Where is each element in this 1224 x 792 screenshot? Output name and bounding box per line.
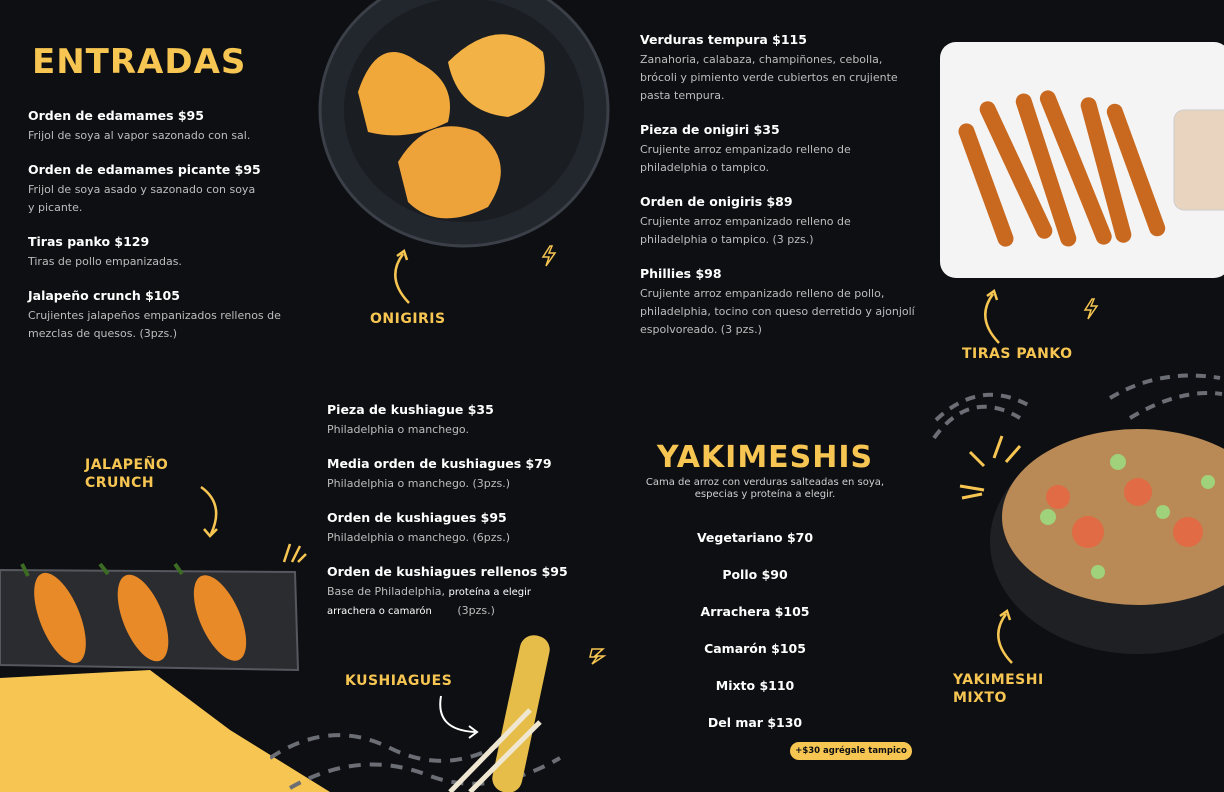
lightning-icon xyxy=(588,646,608,666)
item-desc: Crujiente arroz empanizado relleno de pollo, philadelphia, tocino con queso derretido y ajonjolí espolvoreado. (3 pzs.) xyxy=(640,287,915,336)
menu-item xyxy=(640,266,915,339)
item-desc: Crujientes jalapeños empanizados rellenos de mezclas de quesos. (3pzs.) xyxy=(28,309,281,340)
yakimeshis-section xyxy=(635,440,895,501)
price-row: Del mar $130 xyxy=(707,715,803,730)
caption-line: YAKIMESHI xyxy=(953,672,1044,688)
menu-item xyxy=(640,122,915,177)
item-name: Orden de edamames $95 xyxy=(28,108,204,123)
tiras-panko-caption: TIRAS PANKO xyxy=(962,346,1073,362)
menu-item xyxy=(28,288,288,343)
desc-highlight: arrachera o camarón xyxy=(327,606,432,617)
subtitle-line: Cama de arroz con verduras salteadas en soya, xyxy=(645,477,885,488)
caption-line: JALAPEÑO xyxy=(85,457,169,473)
item-name: Jalapeño crunch $105 xyxy=(28,288,180,303)
item-desc xyxy=(327,583,597,621)
right-menu-list xyxy=(640,32,915,356)
menu-item xyxy=(327,510,597,547)
entradas-section xyxy=(32,42,246,82)
tiras-panko-plate-image xyxy=(938,40,1224,280)
curved-arrow-icon xyxy=(988,608,1028,666)
item-name: Pieza de kushiague $35 xyxy=(327,402,494,417)
yakimeshis-price-list xyxy=(655,530,855,735)
item-name: Pieza de onigiri $35 xyxy=(640,122,780,137)
jalapeno-tray-image xyxy=(0,560,300,678)
item-desc: Tiras de pollo empanizadas. xyxy=(28,255,182,268)
item-desc: Philadelphia o manchego. xyxy=(327,423,469,436)
curved-arrow-icon xyxy=(195,484,229,540)
item-name: Tiras panko $129 xyxy=(28,234,150,249)
item-desc: Philadelphia o manchego. (3pzs.) xyxy=(327,477,511,490)
item-desc: Frijol de soya al vapor sazonado con sal. xyxy=(28,129,251,142)
price-row: Camarón $105 xyxy=(704,641,806,656)
tampico-badge: +$30 agrégale tampico xyxy=(790,742,912,760)
menu-item xyxy=(327,564,597,621)
item-desc: Philadelphia o manchego. (6pzs.) xyxy=(327,531,511,544)
menu-item xyxy=(28,162,288,217)
item-desc: Crujiente arroz empanizado relleno de philadelphia o tampico. (3 pzs.) xyxy=(640,215,851,246)
price-row: Mixto $110 xyxy=(715,678,795,693)
item-desc: Zanahoria, calabaza, champiñones, cebolla, brócoli y pimiento verde cubiertos en crujiente pasta tempura. xyxy=(640,53,898,102)
item-name: Media orden de kushiagues $79 xyxy=(327,456,552,471)
entradas-list xyxy=(28,108,288,360)
entradas-title: ENTRADAS xyxy=(32,42,247,82)
item-desc: Frijol de soya asado y sazonado con soya y picante. xyxy=(28,183,256,214)
onigiris-caption: ONIGIRIS xyxy=(370,311,446,327)
yakimeshis-title: YAKIMESHIS xyxy=(656,440,874,475)
kushiagues-list xyxy=(327,402,597,638)
lightning-icon xyxy=(1082,298,1100,320)
kushiagues-caption: KUSHIAGUES xyxy=(345,673,453,689)
caption-line: CRUNCH xyxy=(85,475,155,491)
caption-line: MIXTO xyxy=(953,690,1007,706)
jalapeno-caption xyxy=(85,456,168,492)
item-name: Orden de onigiris $89 xyxy=(640,194,793,209)
burst-icon xyxy=(956,428,1026,502)
menu-item xyxy=(327,402,597,439)
yakimeshis-subtitle xyxy=(635,477,895,501)
menu-item xyxy=(327,456,597,493)
desc-part: Base de Philadelphia, xyxy=(327,585,446,598)
menu-item xyxy=(28,108,288,145)
price-row: Arrachera $105 xyxy=(700,604,810,619)
item-name: Orden de edamames picante $95 xyxy=(28,162,261,177)
desc-highlight: proteína a elegir xyxy=(448,587,532,598)
lightning-icon xyxy=(540,245,558,267)
item-desc: Crujiente arroz empanizado relleno de philadelphia o tampico. xyxy=(640,143,851,174)
subtitle-line: especias y proteína a elegir. xyxy=(694,489,836,500)
onigiri-bowl-image xyxy=(318,0,610,254)
yakimeshi-mixto-caption xyxy=(953,671,1044,707)
price-row: Pollo $90 xyxy=(722,567,788,582)
menu-item xyxy=(640,194,915,249)
menu-item xyxy=(640,32,915,105)
kushiague-stick-image xyxy=(420,630,570,792)
desc-part: (3pzs.) xyxy=(457,604,495,617)
item-name: Verduras tempura $115 xyxy=(640,32,807,47)
curved-arrow-icon xyxy=(975,288,1015,346)
item-name: Orden de kushiagues $95 xyxy=(327,510,507,525)
item-name: Orden de kushiagues rellenos $95 xyxy=(327,564,568,579)
price-row: Vegetariano $70 xyxy=(696,530,814,545)
item-name: Phillies $98 xyxy=(640,266,722,281)
curved-arrow-icon xyxy=(385,248,425,306)
menu-item xyxy=(28,234,288,271)
